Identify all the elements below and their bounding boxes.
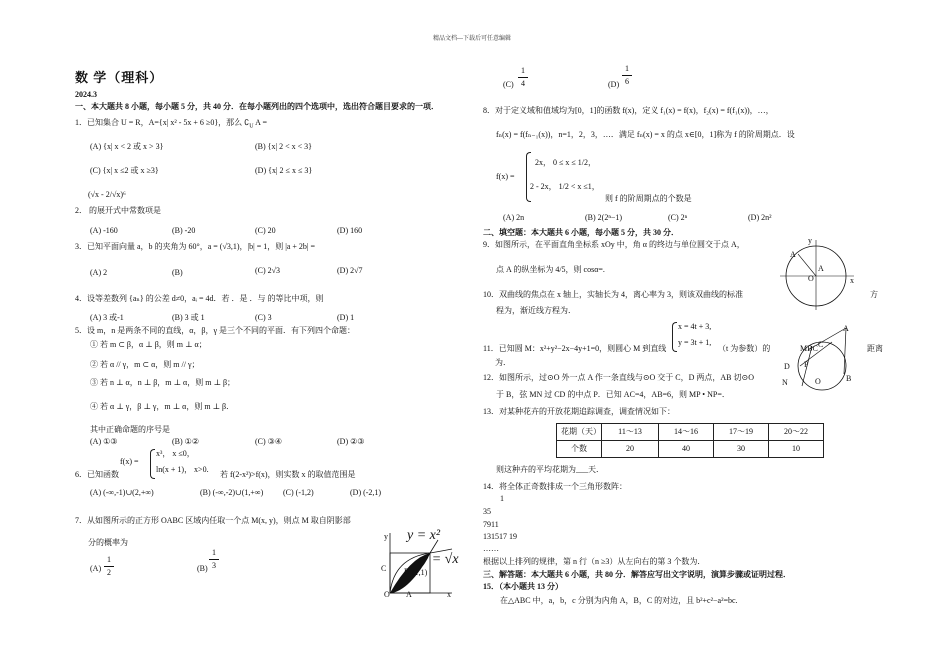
q12-fig-b-label: B bbox=[846, 374, 852, 383]
q3-option-b: (B) bbox=[172, 268, 183, 277]
q7-option-d-fraction bbox=[622, 64, 632, 86]
q11-stem: 11．已知圆 M：x²+y²−2x−4y+1=0，则圆心 M 到直线 bbox=[483, 344, 667, 353]
q6-fx: f(x) = bbox=[120, 457, 139, 466]
q9-fig-y-label: y bbox=[808, 236, 812, 245]
q2-option-d: (D) 160 bbox=[337, 226, 363, 235]
q7-fig-b-label: B bbox=[404, 567, 410, 576]
q8-option-b: (B) 2(2ⁿ−1) bbox=[585, 213, 623, 222]
q1-option-d: (D) {x| 2 ≤ x ≤ 3} bbox=[255, 166, 313, 175]
table-cell: 40 bbox=[659, 441, 714, 458]
q9-line-2: 点 A 的纵坐标为 4/5，则 cosα=. bbox=[496, 265, 605, 274]
q14-row-1: 1 bbox=[500, 494, 504, 503]
q11-tail: （t 为参数）的 bbox=[718, 344, 771, 353]
q7-c-numerator: 1 bbox=[521, 66, 525, 75]
q7-b-denominator: 3 bbox=[212, 560, 216, 570]
q14-row-2: 35 bbox=[483, 507, 491, 516]
q6-brace bbox=[150, 449, 155, 479]
q7-fig-c-label: C bbox=[381, 564, 387, 573]
q12-fig-mbc-label: MBC bbox=[800, 344, 818, 353]
q2-option-a: (A) -160 bbox=[90, 226, 118, 235]
q10-line-2: 程为，渐近线方程为． bbox=[496, 306, 576, 315]
q5-option-a: (A) ①③ bbox=[90, 437, 118, 446]
q7-fig-a-label: A bbox=[406, 590, 412, 599]
table-header-cell: 20～22 bbox=[769, 424, 824, 441]
q2-expression: (√x - 2/√x)⁶ bbox=[88, 190, 126, 199]
q15-title: 15．（本小题共 13 分） bbox=[483, 582, 563, 591]
q5-option-b: (B) ①② bbox=[172, 437, 200, 446]
q2-option-b: (B) -20 bbox=[172, 226, 196, 235]
q7-a-denominator: 2 bbox=[107, 567, 111, 577]
q7-fig-curve-1: y = x² bbox=[407, 528, 441, 543]
q11-tail-2: 距离 bbox=[867, 344, 883, 353]
q6-case-1: x³， x ≤0， bbox=[156, 449, 195, 458]
q4-option-b: (B) 3 或 1 bbox=[172, 313, 205, 322]
q10-tail: 方 bbox=[870, 290, 878, 299]
q5-proposition-4: ④ 若 α ⊥ γ，β ⊥ γ，m ⊥ α，则 m ⊥ β． bbox=[90, 402, 235, 411]
q11-brace bbox=[672, 322, 677, 352]
q8-brace bbox=[526, 152, 531, 202]
q7-d-numerator: 1 bbox=[625, 64, 629, 73]
q7-stem-2: 分的概率为 bbox=[88, 538, 128, 547]
section-2-heading: 二、填空题：本大题共 6 小题，每小题 5 分，共 30 分． bbox=[483, 228, 679, 237]
q5-option-d: (D) ②③ bbox=[337, 437, 365, 446]
q13-table bbox=[556, 423, 824, 458]
q12-figure bbox=[788, 322, 864, 396]
section-3-heading: 三、解答题：本大题共 6 小题，共 80 分．解答应写出文字说明，演算步骤或证明过程． bbox=[483, 570, 791, 579]
q9-fig-a2-label: A bbox=[818, 264, 824, 273]
q8-option-a: (A) 2n bbox=[503, 213, 525, 222]
q12-line-2: 于 B，弦 MN 过 CD 的中点 P．已知 AC=4，AB=6，则 MP • NP=． bbox=[496, 390, 730, 399]
q1-option-b: (B) {x| 2 < x < 3} bbox=[255, 142, 312, 151]
q7-option-a-label: (A) bbox=[90, 564, 102, 573]
q3-option-d: (D) 2√7 bbox=[337, 266, 363, 275]
q8-line-2: fₙ(x) = f(fₙ₋₁(x))，n=1，2，3，…．满足 fₙ(x) = x 的点 x∈[0，1]称为 f 的阶周期点．设 bbox=[496, 130, 795, 139]
section-1-heading: 一、本大题共 8 小题，每小题 5 分，共 40 分．在每小题列出的四个选项中，选出符合题目要求的一项． bbox=[75, 102, 439, 111]
q5-ask: 其中正确命题的序号是 bbox=[90, 425, 170, 434]
q1-stem: 1．已知集合 U = R，A={x| x² - 5x + 6 ≥0}，那么 $∁_U$ A = bbox=[75, 118, 268, 130]
q7-option-c-label: (C) bbox=[503, 80, 514, 89]
q9-stem: 9．如图所示，在平面直角坐标系 xOy 中，角 α 的终边与单位圆交于点 A， bbox=[483, 240, 745, 249]
q11-system-1: x = 4t + 3, bbox=[678, 322, 712, 331]
q3-option-a: (A) 2 bbox=[90, 268, 108, 277]
q7-option-a-fraction bbox=[104, 555, 114, 577]
q7-c-denominator: 4 bbox=[521, 78, 525, 88]
q14-row-5: …… bbox=[483, 544, 499, 553]
q7-option-c-fraction bbox=[518, 66, 528, 88]
table-row bbox=[557, 441, 824, 458]
table-cell: 10 bbox=[769, 441, 824, 458]
q7-stem: 7．从如图所示的正方形 OABC 区域内任取一个点 M(x, y)，则点 M 取自阴影部 bbox=[75, 516, 351, 525]
q14-row-4: 131517 19 bbox=[483, 532, 517, 541]
q1-stem-end: A = bbox=[255, 118, 268, 127]
table-header-cell: 14～16 bbox=[659, 424, 714, 441]
q4-option-c: (C) 3 bbox=[255, 313, 272, 322]
q2-option-c: (C) 20 bbox=[255, 226, 276, 235]
q12-fig-a-label: A bbox=[843, 324, 849, 333]
q12-fig-c-label: C bbox=[818, 340, 824, 349]
q7-c-bar bbox=[518, 77, 528, 78]
q3-option-c: (C) 2√3 bbox=[255, 266, 281, 275]
q9-fig-x-label: x bbox=[850, 276, 854, 285]
q7-a-numerator: 1 bbox=[107, 555, 111, 564]
q5-proposition-2: ② 若 α // γ，m ⊂ α，则 m // γ； bbox=[90, 360, 200, 369]
q4-stem: 4．设等差数列 {aₙ} 的公差 d≠0，aᵢ = 4d．若 ．是 ．与 的等比中项，则 bbox=[75, 294, 324, 303]
q7-fig-y-label: y bbox=[384, 532, 388, 541]
table-row bbox=[557, 424, 824, 441]
q7-option-d-label: (D) bbox=[608, 80, 620, 89]
q6-case-2: ln(x + 1)， x>0. bbox=[156, 465, 209, 474]
q5-proposition-1: ① 若 m ⊂ β，α ⊥ β，则 m ⊥ α； bbox=[90, 340, 207, 349]
q1-option-c: (C) {x| x ≤2 或 x ≥3} bbox=[90, 166, 159, 175]
q9-fig-o-label: O bbox=[808, 274, 814, 283]
q11-line-2: 为． bbox=[495, 358, 511, 367]
q9-terminal-side bbox=[798, 254, 816, 276]
q1-option-a: (A) {x| x < 2 或 x > 3} bbox=[90, 142, 164, 151]
q7-d-bar bbox=[622, 75, 632, 76]
q7-a-bar bbox=[104, 566, 114, 567]
q6-option-d: (D) (-2,1) bbox=[350, 488, 382, 497]
q6-option-b: (B) (-∞,-2)∪(1,+∞) bbox=[200, 488, 264, 497]
q8-tail: 则 f 的阶周期点的个数是 bbox=[605, 194, 692, 203]
q12-fig-o-label: O bbox=[815, 377, 821, 386]
q15-stem: 在△ABC 中，a，b，c 分别为内角 A，B，C 的对边，且 b²+c²−a²=bc. bbox=[500, 596, 738, 605]
q8-option-c: (C) 2ⁿ bbox=[668, 213, 688, 222]
q1-stem-text: 1．已知集合 U = R，A={x| x² - 5x + 6 ≥0}，那么 ∁ bbox=[75, 118, 250, 127]
table-header-cell: 17～19 bbox=[714, 424, 769, 441]
q10-stem: 10．双曲线的焦点在 x 轴上，实轴长为 4，离心率为 3，则该双曲线的标准 bbox=[483, 290, 743, 299]
q7-b-bar bbox=[209, 559, 219, 560]
exam-date: 2024.3 bbox=[75, 90, 97, 99]
q12-fig-n-label: N bbox=[782, 378, 788, 387]
q3-stem: 3．已知平面向量 a，b 的夹角为 60°，a = (√3,1)，|b| = 1，则 |a + 2b| = bbox=[75, 242, 316, 251]
q14-stem: 14．将全体正奇数排成一个三角形数阵： bbox=[483, 482, 627, 491]
table-cell: 个数 bbox=[557, 441, 602, 458]
q6-stem: 6．已知函数 bbox=[75, 470, 119, 479]
q8-fx: f(x) = bbox=[496, 172, 515, 181]
q7-fig-x-label: x bbox=[447, 590, 451, 599]
q6-condition: 若 f(2-x²)>f(x)，则实数 x 的取值范围是 bbox=[220, 470, 356, 479]
table-header-cell: 花期（天） bbox=[557, 424, 602, 441]
q7-fig-point: (1,1) bbox=[412, 568, 428, 577]
q11-system-2: y = 3t + 1, bbox=[678, 338, 712, 347]
q14-tail: 根据以上排列的规律，第 n 行（n ≥3）从左向右的第 3 个数为． bbox=[483, 557, 706, 566]
q13-stem: 13．对某种花卉的开放花期追踪调查，调查情况如下： bbox=[483, 407, 675, 416]
q7-fig-o-label: O bbox=[384, 590, 390, 599]
q9-fig-a-label: A bbox=[790, 250, 796, 259]
q12-stem: 12．如图所示，过⊙O 外一点 A 作一条直线与⊙O 交于 C，D 两点，AB 切⊙O bbox=[483, 373, 755, 382]
q5-proposition-3: ③ 若 n ⊥ α，n ⊥ β，m ⊥ α，则 m ⊥ β； bbox=[90, 378, 236, 387]
header-note: 精品文档---下载后可任意编辑 bbox=[433, 36, 511, 42]
q8-option-d: (D) 2n² bbox=[748, 213, 772, 222]
page-title: 数 学（理科） bbox=[75, 70, 164, 85]
q5-option-c: (C) ③④ bbox=[255, 437, 283, 446]
q8-stem: 8．对于定义域和值域均为[0，1]的函数 f(x)，定义 f₁(x) = f(x)，f₂(x) = f(f₁(x))，…， bbox=[483, 106, 774, 115]
q8-case-1: 2x， 0 ≤ x ≤ 1/2， bbox=[535, 158, 597, 167]
q8-case-2: 2 - 2x， 1/2 < x ≤1， bbox=[530, 182, 600, 191]
q7-fig-curve-2: y = √x bbox=[422, 552, 459, 567]
q7-option-b-fraction bbox=[209, 548, 219, 570]
q13-tail: 则这种卉的平均花期为___天． bbox=[496, 465, 604, 474]
q2-stem: 2． 的展开式中常数项是 bbox=[75, 206, 161, 215]
table-header-cell: 11～13 bbox=[602, 424, 659, 441]
q12-fig-d-label: D bbox=[784, 362, 790, 371]
q4-option-a: (A) 3 或-1 bbox=[90, 313, 124, 322]
q7-option-b-label: (B) bbox=[197, 564, 208, 573]
q4-option-d: (D) 1 bbox=[337, 313, 355, 322]
q14-row-3: 7911 bbox=[483, 520, 499, 529]
table-cell: 30 bbox=[714, 441, 769, 458]
q5-stem: 5．设 m，n 是两条不同的直线，α，β，γ 是三个不同的平面．有下列四个命题： bbox=[75, 326, 356, 335]
q6-option-c: (C) (-1,2) bbox=[283, 488, 314, 497]
q7-b-numerator: 1 bbox=[212, 548, 216, 557]
q7-d-denominator: 6 bbox=[625, 76, 629, 86]
table-cell: 20 bbox=[602, 441, 659, 458]
q6-option-a: (A) (-∞,-1)∪(2,+∞) bbox=[90, 488, 154, 497]
q12-fig-p-label: P bbox=[804, 360, 809, 369]
